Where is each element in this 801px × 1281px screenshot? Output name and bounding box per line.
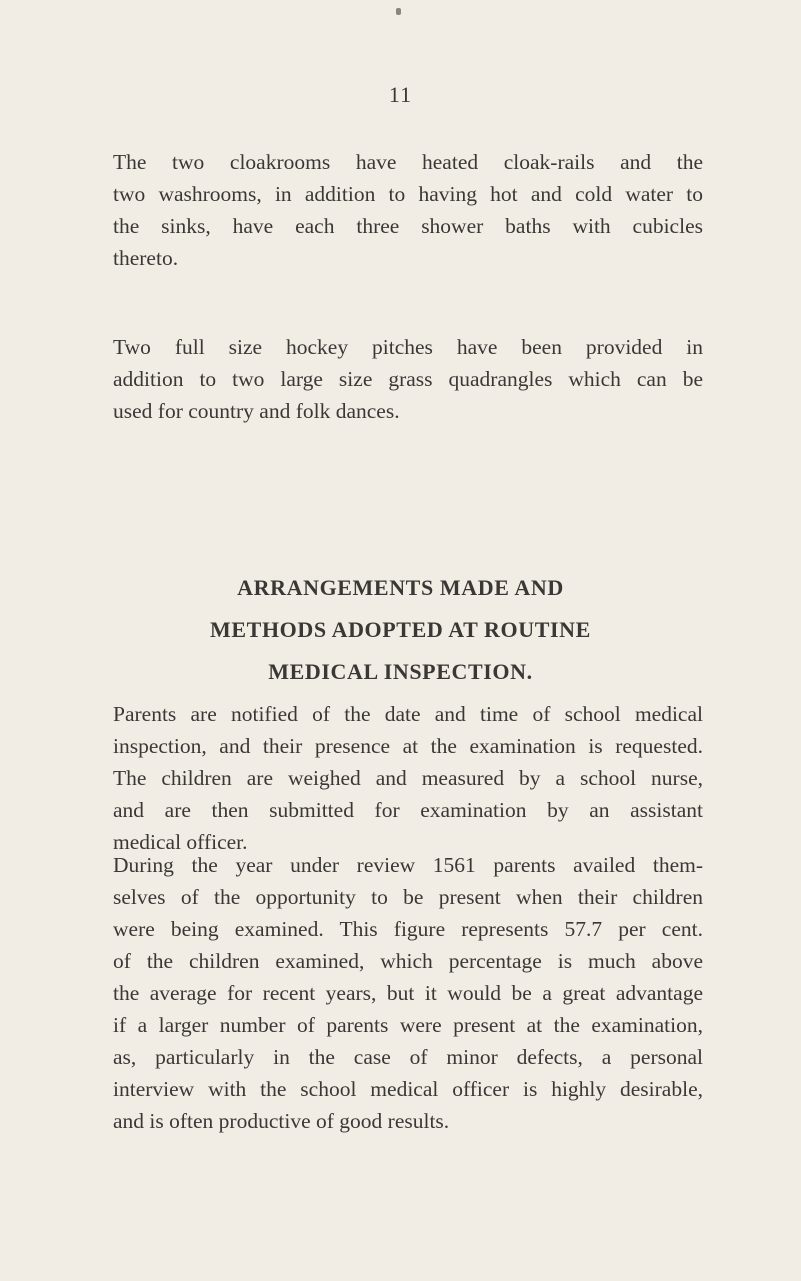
text-line: interview with the school medical officer is highly desirable,: [113, 1077, 703, 1101]
text-line: and are then submitted for examination by an assistant: [113, 798, 703, 822]
paragraph-notification: [113, 698, 703, 858]
text-line: Two full size hockey pitches have been provided in: [113, 335, 703, 359]
scan-mark: [396, 8, 401, 15]
text-line: of the children examined, which percentage is much above: [113, 949, 703, 973]
heading-line: MEDICAL INSPECTION.: [268, 659, 533, 684]
text-line: inspection, and their presence at the examination is requested.: [113, 734, 703, 758]
text-line: the sinks, have each three shower baths with cubicles: [113, 214, 703, 238]
paragraph-cloakrooms: [113, 146, 703, 274]
text-line: addition to two large size grass quadrangles which can be: [113, 367, 703, 391]
section-heading: [0, 567, 801, 693]
text-line: were being examined. This figure represents 57.7 per cent.: [113, 917, 703, 941]
text-line: The two cloakrooms have heated cloak-rails and the: [113, 150, 703, 174]
text-line: During the year under review 1561 parents availed them-: [113, 853, 703, 877]
text-line: selves of the opportunity to be present when their children: [113, 885, 703, 909]
text-line: medical officer.: [113, 830, 248, 854]
heading-line: ARRANGEMENTS MADE AND: [237, 575, 564, 600]
text-line: as, particularly in the case of minor defects, a personal: [113, 1045, 703, 1069]
paragraph-hockey-pitches: [113, 331, 703, 427]
text-line: if a larger number of parents were present at the examination,: [113, 1013, 703, 1037]
text-line: The children are weighed and measured by a school nurse,: [113, 766, 703, 790]
text-line: and is often productive of good results.: [113, 1109, 450, 1133]
text-line: two washrooms, in addition to having hot and cold water to: [113, 182, 703, 206]
text-line: thereto.: [113, 246, 179, 270]
page-number: 11: [388, 82, 413, 107]
text-line: used for country and folk dances.: [113, 399, 400, 423]
heading-line: METHODS ADOPTED AT ROUTINE: [210, 617, 591, 642]
paragraph-parents-attendance: [113, 849, 703, 1137]
text-line: Parents are notified of the date and time of school medical: [113, 702, 703, 726]
text-line: the average for recent years, but it would be a great advantage: [113, 981, 703, 1005]
